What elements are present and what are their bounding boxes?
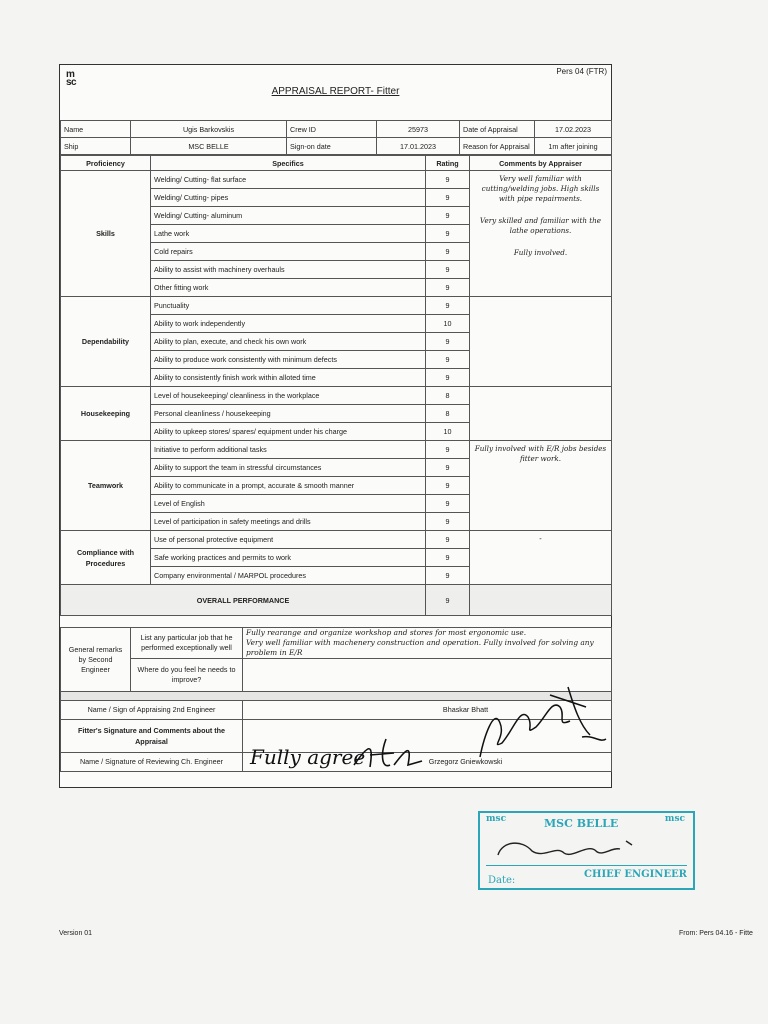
specific-label: Lathe work: [151, 225, 426, 243]
col-proficiency: Proficiency: [61, 156, 151, 171]
remarks-answer-1-line1: Fully rearange and organize workshop and stores for most ergonomic use.: [246, 628, 527, 637]
stamp-signature: [492, 835, 642, 863]
category-label: Compliance with Procedures: [61, 531, 151, 585]
rating-value: 9: [426, 225, 470, 243]
stamp-logo-right: msc: [664, 814, 685, 824]
rating-value: 9: [426, 477, 470, 495]
specific-label: Other fitting work: [151, 279, 426, 297]
remarks-question-1: List any particular job that he performed exceptionally well: [131, 628, 243, 659]
appraisal-table: [60, 155, 612, 616]
msc-logo: m sc: [66, 69, 77, 88]
col-rating: Rating: [426, 156, 470, 171]
specific-label: Welding/ Cutting- aluminum: [151, 207, 426, 225]
table-row: [61, 297, 612, 315]
rating-value: 9: [426, 513, 470, 531]
chief-name: Grzegorz Gniewkowski: [243, 753, 612, 772]
stamp-logo-left: msc: [486, 814, 507, 824]
specific-label: Welding/ Cutting- pipes: [151, 189, 426, 207]
specific-label: Ability to plan, execute, and check his own work: [151, 333, 426, 351]
specific-label: Ability to upkeep stores/ spares/ equipment under his charge: [151, 423, 426, 441]
specific-label: Ability to support the team in stressful circumstances: [151, 459, 426, 477]
ship-label: Ship: [61, 138, 131, 155]
reason-label: Reason for Appraisal: [460, 138, 535, 155]
table-row: [61, 531, 612, 549]
rating-value: 8: [426, 387, 470, 405]
rating-value: 9: [426, 495, 470, 513]
remarks-answer-1-line2: Very well familiar with machenery construction and operation. Fully involved for solving any problem in E/R: [246, 638, 594, 657]
category-label: Skills: [61, 171, 151, 297]
col-comments: Comments by Appraiser: [470, 156, 612, 171]
signon-value: 17.01.2023: [377, 138, 460, 155]
rating-value: 9: [426, 459, 470, 477]
name-label: Name: [61, 121, 131, 138]
stamp-role: CHIEF ENGINEER: [584, 869, 687, 880]
rating-value: 9: [426, 351, 470, 369]
appraiser-comment-cell: [470, 531, 612, 585]
stamp-line: [486, 865, 687, 866]
rating-value: 8: [426, 405, 470, 423]
table-row: [61, 441, 612, 459]
appraiser-comment: Fully involved with E/R jobs besides fitter work.: [474, 444, 607, 463]
specific-label: Welding/ Cutting- flat surface: [151, 171, 426, 189]
appraisal-form: [59, 64, 612, 788]
ship-value: MSC BELLE: [131, 138, 287, 155]
name-value: Ugis Barkovskis: [131, 121, 287, 138]
overall-row: [61, 585, 612, 616]
fitter-signature: [350, 735, 430, 775]
appraiser-comment-cell: [470, 441, 612, 531]
col-specifics: Specifics: [151, 156, 426, 171]
table-row: [61, 171, 612, 189]
rating-value: 10: [426, 423, 470, 441]
remarks-answer-1: [243, 628, 612, 659]
appraiser-label: Name / Sign of Appraising 2nd Engineer: [61, 701, 243, 720]
rating-value: 9: [426, 261, 470, 279]
table-row: [61, 387, 612, 405]
overall-rating: 9: [426, 585, 470, 616]
specific-label: Ability to assist with machinery overhauls: [151, 261, 426, 279]
crew-id-label: Crew ID: [287, 121, 377, 138]
rating-value: 9: [426, 207, 470, 225]
overall-label: OVERALL PERFORMANCE: [61, 585, 426, 616]
rating-value: 9: [426, 279, 470, 297]
rating-value: 9: [426, 531, 470, 549]
specific-label: Level of English: [151, 495, 426, 513]
remarks-label: General remarks by Second Engineer: [61, 628, 131, 692]
date-label: Date of Appraisal: [460, 121, 535, 138]
info-table: [60, 120, 612, 155]
rating-value: 9: [426, 243, 470, 261]
appraiser-comment: Very skilled and familiar with the lathe operations.: [479, 216, 602, 235]
specific-label: Ability to produce work consistently with minimum defects: [151, 351, 426, 369]
appraiser-comment: Very well familiar with cutting/welding jobs. High skills with pipe repairments.: [481, 174, 600, 203]
appraiser-signature: [470, 677, 610, 767]
appraiser-comment-cell: [470, 171, 612, 297]
specific-label: Cold repairs: [151, 243, 426, 261]
specific-label: Personal cleanliness / housekeeping: [151, 405, 426, 423]
specific-label: Ability to communicate in a prompt, accurate & smooth manner: [151, 477, 426, 495]
rating-value: 10: [426, 315, 470, 333]
remarks-question-2: Where do you feel he needs to improve?: [131, 659, 243, 692]
date-value: 17.02.2023: [535, 121, 612, 138]
specific-label: Initiative to perform additional tasks: [151, 441, 426, 459]
rating-value: 9: [426, 567, 470, 585]
specific-label: Company environmental / MARPOL procedures: [151, 567, 426, 585]
rating-value: 9: [426, 297, 470, 315]
crew-id-value: 25973: [377, 121, 460, 138]
fitter-label: Fitter's Signature and Comments about the Appraisal: [61, 720, 243, 753]
footer-source: From: Pers 04.16 - Fitte: [679, 930, 753, 937]
specific-label: Level of housekeeping/ cleanliness in the workplace: [151, 387, 426, 405]
ship-stamp: [478, 811, 695, 890]
specific-label: Punctuality: [151, 297, 426, 315]
specific-label: Ability to work independently: [151, 315, 426, 333]
page-title: APPRAISAL REPORT- Fitter: [271, 86, 400, 97]
chief-label: Name / Signature of Reviewing Ch. Engineer: [61, 753, 243, 772]
rating-value: 9: [426, 549, 470, 567]
rating-value: 9: [426, 333, 470, 351]
specific-label: Safe working practices and permits to work: [151, 549, 426, 567]
form-code: Pers 04 (FTR): [556, 67, 607, 76]
rating-value: 9: [426, 369, 470, 387]
signon-label: Sign-on date: [287, 138, 377, 155]
overall-comment: [470, 585, 612, 616]
fitter-comment: Fully agree: [250, 745, 366, 769]
rating-value: 9: [426, 441, 470, 459]
specific-label: Level of participation in safety meetings and drills: [151, 513, 426, 531]
appraiser-name: Bhaskar Bhatt: [243, 701, 612, 720]
appraiser-comment-cell: [470, 297, 612, 387]
rating-value: 9: [426, 171, 470, 189]
category-label: Dependability: [61, 297, 151, 387]
rating-value: 9: [426, 189, 470, 207]
category-label: Teamwork: [61, 441, 151, 531]
specific-label: Use of personal protective equipment: [151, 531, 426, 549]
footer-version: Version 01: [59, 930, 93, 937]
stamp-date-label: Date:: [488, 875, 516, 886]
reason-value: 1m after joining: [535, 138, 612, 155]
appraiser-comment: Fully involved.: [513, 248, 568, 257]
appraiser-comment-cell: [470, 387, 612, 441]
specific-label: Ability to consistently finish work within alloted time: [151, 369, 426, 387]
category-label: Housekeeping: [61, 387, 151, 441]
stamp-ship: MSC BELLE: [544, 817, 619, 830]
appraiser-comment: -: [539, 534, 542, 543]
